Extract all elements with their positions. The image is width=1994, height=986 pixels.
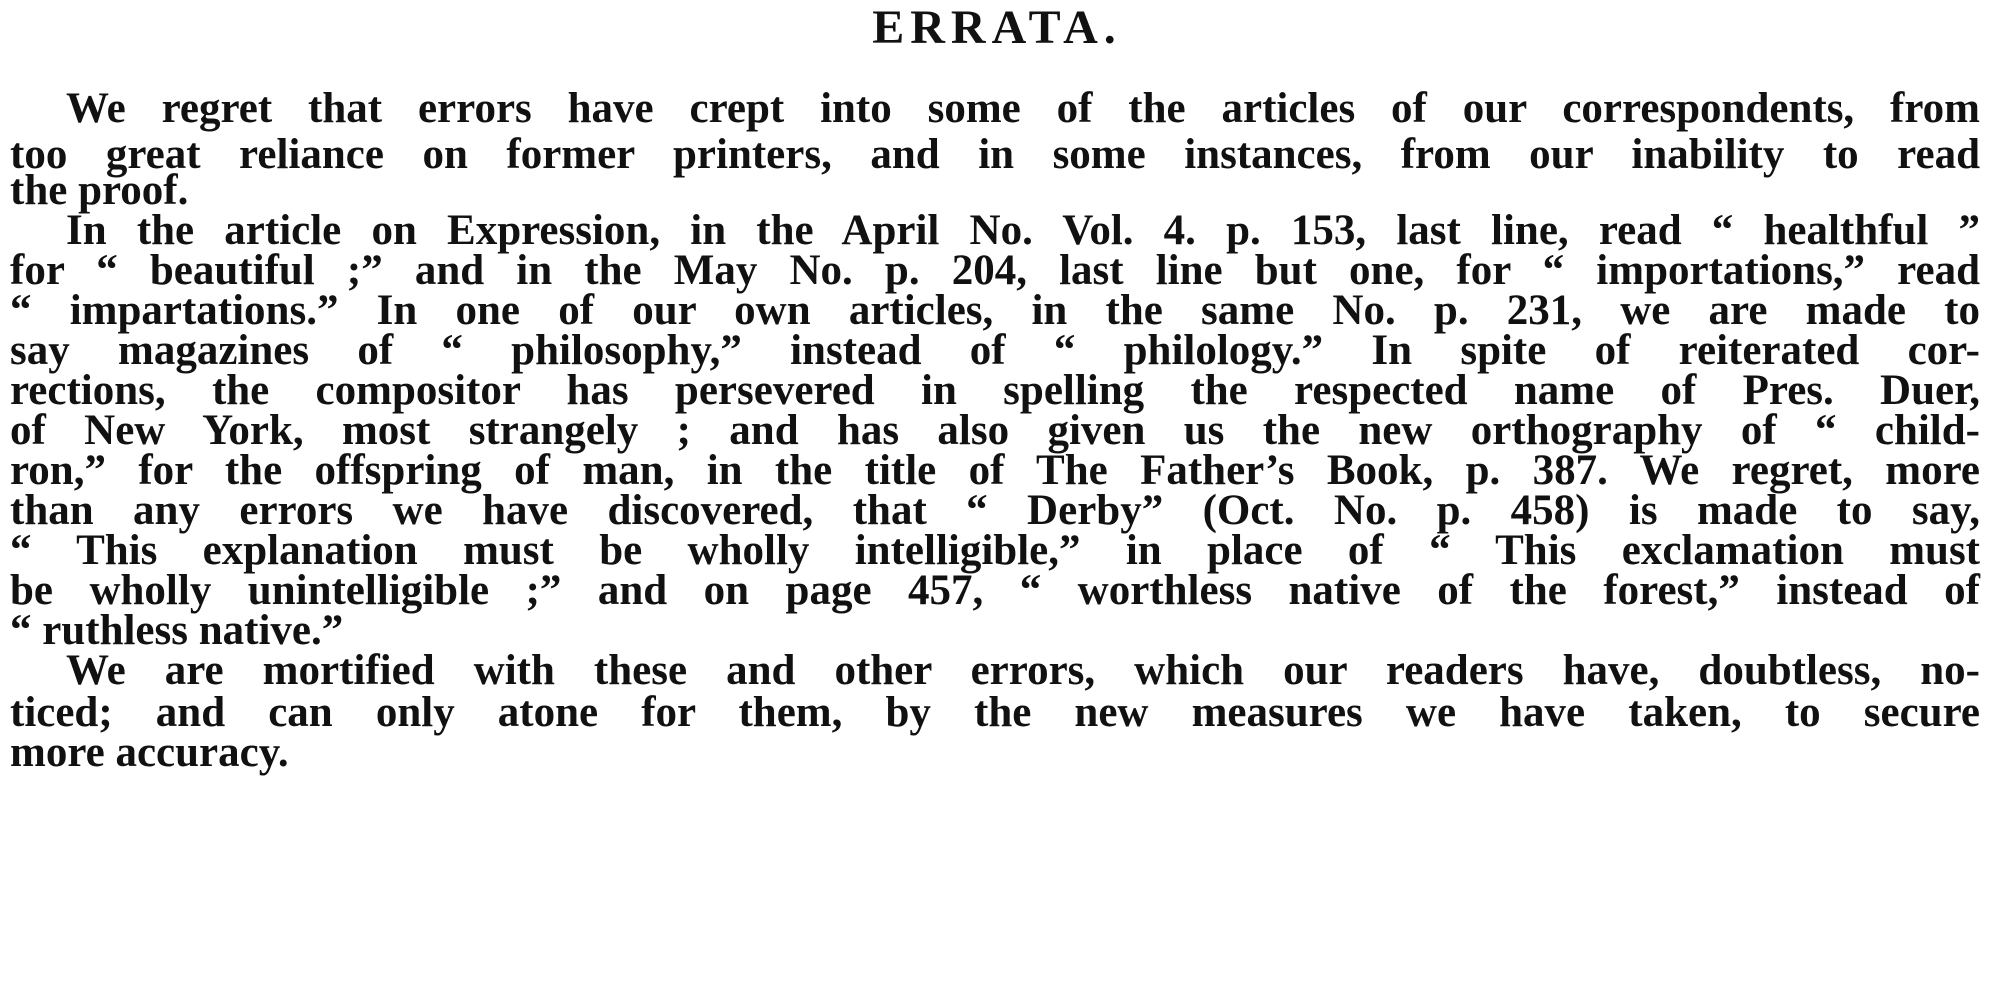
paragraph-2-line-7: ron,” for the offspring of man, in the title of The Father’s Book, p. 387. We regret, more bbox=[10, 447, 1980, 494]
paragraph-3-line-3: more accuracy. bbox=[10, 729, 289, 776]
paragraph-2-line-8: than any errors we have discovered, that “ Derby” (Oct. No. p. 458) is made to say, bbox=[10, 487, 1980, 534]
paragraph-2-line-2: for “ beautiful ;” and in the May No. p. 204, last line but one, for “ importations,” read bbox=[10, 247, 1980, 294]
paragraph-2-line-1: In the article on Expression, in the April No. Vol. 4. p. 153, last line, read “ healthful ” bbox=[66, 207, 1980, 254]
paragraph-2-line-3: “ impartations.” In one of our own articles, in the same No. p. 231, we are made to bbox=[10, 287, 1980, 334]
paragraph-1-line-3: the proof. bbox=[10, 167, 189, 214]
paragraph-1-line-2: too great reliance on former printers, and in some instances, from our inability to read bbox=[10, 131, 1980, 178]
paragraph-2-line-4: say magazines of “ philosophy,” instead of “ philology.” In spite of reiterated cor- bbox=[10, 327, 1980, 374]
paragraph-1-line-1: We regret that errors have crept into some of the articles of our correspondents, from bbox=[66, 85, 1980, 132]
paragraph-3-line-1: We are mortified with these and other errors, which our readers have, doubtless, no- bbox=[66, 647, 1980, 694]
paragraph-2-line-9: “ This explanation must be wholly intelligible,” in place of “ This exclamation must bbox=[10, 527, 1980, 574]
page-title: ERRATA. bbox=[872, 1, 1122, 54]
paragraph-3-line-2: ticed; and can only atone for them, by the new measures we have taken, to secure bbox=[10, 689, 1980, 736]
paragraph-2-line-6: of New York, most strangely ; and has also given us the new orthography of “ child- bbox=[10, 407, 1980, 454]
paragraph-2-line-10: be wholly unintelligible ;” and on page 457, “ worthless native of the forest,” instead of bbox=[10, 567, 1980, 614]
paragraph-2-line-5: rections, the compositor has persevered in spelling the respected name of Pres. Duer, bbox=[10, 367, 1980, 414]
paragraph-2-line-11: “ ruthless native.” bbox=[10, 607, 344, 654]
